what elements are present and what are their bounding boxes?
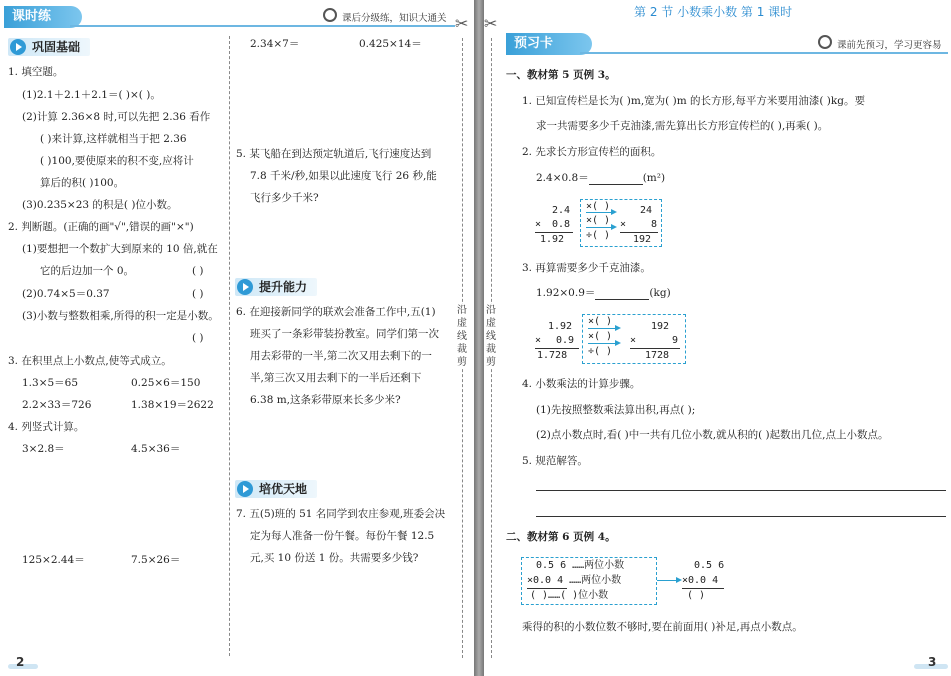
lesson-practice-tag: 课时练 <box>4 6 82 28</box>
q5-line3: 飞行多少千米? <box>250 192 319 204</box>
section-basic: 巩固基础 <box>8 38 90 56</box>
r-q1-line2: 求一共需要多少千克油漆,需先算出长方形宣传栏的( ),再乘( )。 <box>536 120 829 132</box>
c2-a: 1.92 <box>548 321 573 332</box>
q2-2: (2)0.74×5＝0.37 <box>22 288 110 300</box>
part2-title: 二、教材第 6 页例 4。 <box>506 531 616 543</box>
c3-arrow <box>657 580 677 581</box>
q1-3: (3)0.235×23 的积是( )位小数。 <box>22 199 178 211</box>
q2-2-answer[interactable]: ( ) <box>192 288 204 300</box>
alarm-clock-icon <box>323 8 337 22</box>
c1-b: 0.8 <box>552 219 571 230</box>
q3-a: 1.3×5＝65 <box>22 377 79 389</box>
c2-x: × <box>535 335 542 346</box>
q6-line5: 6.38 m,这条彩带原来长多少米? <box>250 394 401 406</box>
q6-line1: 6. 在迎接新同学的联欢会准备工作中,五(1) <box>236 306 436 318</box>
q1-2b: ( )来计算,这样就相当于把 2.36 <box>40 133 187 145</box>
q7-line3: 元,买 10 份送 1 份。共需要多少钱? <box>250 552 419 564</box>
c1-m3[interactable]: ÷( ) <box>586 230 611 241</box>
q2-title: 2. 判断题。(正确的画"√",错误的画"×") <box>8 221 194 233</box>
right-header-line <box>580 52 948 54</box>
c2-m1[interactable]: ×( ) <box>588 316 613 327</box>
c1-ix: × <box>620 219 627 230</box>
cut-label-right: 沿 虚 线 裁 剪 <box>486 305 496 368</box>
q4-title: 4. 列竖式计算。 <box>8 421 85 433</box>
c1-m1[interactable]: ×( ) <box>586 201 611 212</box>
q4-a: 3×2.8＝ <box>22 443 65 455</box>
q6-line3: 用去彩带的一半,第二次又用去剩下的一 <box>250 350 432 362</box>
c1-m2[interactable]: ×( ) <box>586 215 611 226</box>
c2-ix: × <box>630 335 637 346</box>
q6-line4: 半,第三次又用去剩下的一半后还剩下 <box>250 372 422 384</box>
cut-label-left: 沿 虚 线 裁 剪 <box>457 305 467 368</box>
chapter-title: 第 2 节 小数乘小数 第 1 课时 <box>634 5 793 19</box>
section-excellence: 培优天地 <box>235 480 317 498</box>
c3-r3[interactable]: ( ) <box>687 590 706 601</box>
r-last-line: 乘得的积的小数位数不够时,要在前面用( )补足,再点小数点。 <box>522 621 803 633</box>
c3-l2: ×0.0 4 ……两位小数 <box>527 575 622 586</box>
answer-line-1[interactable] <box>536 490 946 491</box>
q1-2d: 算后的积( )100。 <box>40 177 125 189</box>
q3-c: 2.2×33＝726 <box>22 399 92 411</box>
answer-line-2[interactable] <box>536 516 946 517</box>
q2-1b: 它的后边加一个 0。 <box>40 265 135 277</box>
r-eq2-unit: (kg) <box>649 287 671 299</box>
left-column-divider <box>229 36 230 656</box>
q3-title: 3. 在积里点上小数点,使等式成立。 <box>8 355 172 367</box>
c3-r2: ×0.0 4 <box>682 575 719 586</box>
c2-r: 1.728 <box>537 350 568 361</box>
alarm-clock-icon-right <box>818 35 832 49</box>
q2-3: (3)小数与整数相乘,所得的积一定是小数。 <box>22 310 219 322</box>
c1-ia: 24 <box>640 205 653 216</box>
c2-arrow1 <box>588 328 616 329</box>
q4-f: 0.425×14＝ <box>359 38 422 50</box>
c1-arrow1 <box>586 212 612 213</box>
q1-title: 1. 填空题。 <box>8 66 64 78</box>
q4-e: 2.34×7＝ <box>250 38 300 50</box>
c2-arrow2 <box>588 343 616 344</box>
left-header-line <box>70 25 455 27</box>
c3-l3[interactable]: ( )……( )位小数 <box>530 590 609 601</box>
q5-line1: 5. 某飞船在到达预定轨道后,飞行速度达到 <box>236 148 432 160</box>
right-page-number: 3 <box>928 655 937 669</box>
q1-1: (1)2.1＋2.1＋2.1＝( )×( )。 <box>22 89 161 101</box>
left-page-number: 2 <box>16 655 25 669</box>
c3-l1: 0.5 6 ……两位小数 <box>536 560 625 571</box>
c3-r1: 0.5 6 <box>694 560 725 571</box>
q1-2c: ( )100,要使原来的积不变,应将计 <box>40 155 194 167</box>
q7-line2: 定为每人准备一份午餐。每份午餐 12.5 <box>250 530 435 542</box>
r-q5-title: 5. 规范解答。 <box>522 455 588 467</box>
c1-r: 1.92 <box>540 234 565 245</box>
preview-card-tag: 预习卡 <box>506 33 592 55</box>
q2-3-answer[interactable]: ( ) <box>192 332 204 344</box>
c1-x: × <box>535 219 542 230</box>
r-q4-title: 4. 小数乘法的计算步骤。 <box>522 378 641 390</box>
section-improve: 提升能力 <box>235 278 317 296</box>
r-q2-title: 2. 先求长方形宣传栏的面积。 <box>522 146 662 158</box>
q4-b: 4.5×36＝ <box>131 443 181 455</box>
r-q3-title: 3. 再算需要多少千克油漆。 <box>522 262 651 274</box>
c1-ib: 8 <box>651 219 658 230</box>
c2-ia: 192 <box>651 321 670 332</box>
q2-1a: (1)要想把一个数扩大到原来的 10 倍,就在 <box>22 243 218 255</box>
q6-line2: 班买了一条彩带装扮教室。同学们第一次 <box>250 328 439 340</box>
r-q4-1: (1)先按照整数乘法算出积,再点( ); <box>536 404 696 416</box>
part1-title: 一、教材第 5 页例 3。 <box>506 69 616 81</box>
r-eq2 <box>536 286 671 300</box>
r-eq1 <box>536 171 665 185</box>
right-header-note: 课前先预习，学习更容易 <box>837 40 942 51</box>
c1-arrow2 <box>586 227 612 228</box>
r-eq1-left: 2.4×0.8＝ <box>536 172 589 184</box>
left-header-note: 课后分级练，知识大通关 <box>342 13 447 24</box>
q5-line2: 7.8 千米/秒,如果以此速度飞行 26 秒,能 <box>250 170 437 182</box>
r-eq2-blank[interactable] <box>595 287 649 300</box>
scissors-icon-right: ✂ <box>484 14 498 33</box>
c2-ib: 9 <box>672 335 679 346</box>
q1-2a: (2)计算 2.36×8 时,可以先把 2.36 看作 <box>22 111 211 123</box>
q7-line1: 7. 五(5)班的 51 名同学到农庄参观,班委会决 <box>236 508 446 520</box>
c2-m2[interactable]: ×( ) <box>588 331 613 342</box>
r-q1-line1: 1. 已知宣传栏是长为( )m,宽为( )m 的长方形,每平方米要用油漆( )kg。要 <box>522 95 865 107</box>
q4-c: 125×2.44＝ <box>22 554 85 566</box>
r-eq2-left: 1.92×0.9＝ <box>536 287 596 299</box>
q3-d: 1.38×19＝2622 <box>131 399 214 411</box>
q4-d: 7.5×26＝ <box>131 554 181 566</box>
r-eq1-blank[interactable] <box>589 172 643 185</box>
c2-m3[interactable]: ÷( ) <box>588 346 613 357</box>
scissors-icon-left: ✂ <box>455 14 469 33</box>
q2-1-answer[interactable]: ( ) <box>192 265 204 277</box>
r-q4-2: (2)点小数点时,看( )中一共有几位小数,就从积的( )起数出几位,点上小数点。 <box>536 429 889 441</box>
q3-b: 0.25×6＝150 <box>131 377 201 389</box>
c2-b: 0.9 <box>556 335 575 346</box>
c1-a: 2.4 <box>552 205 571 216</box>
r-eq1-unit: (m²) <box>642 172 666 184</box>
book-spine <box>474 0 484 676</box>
c2-ir: 1728 <box>645 350 670 361</box>
c1-ir: 192 <box>633 234 652 245</box>
